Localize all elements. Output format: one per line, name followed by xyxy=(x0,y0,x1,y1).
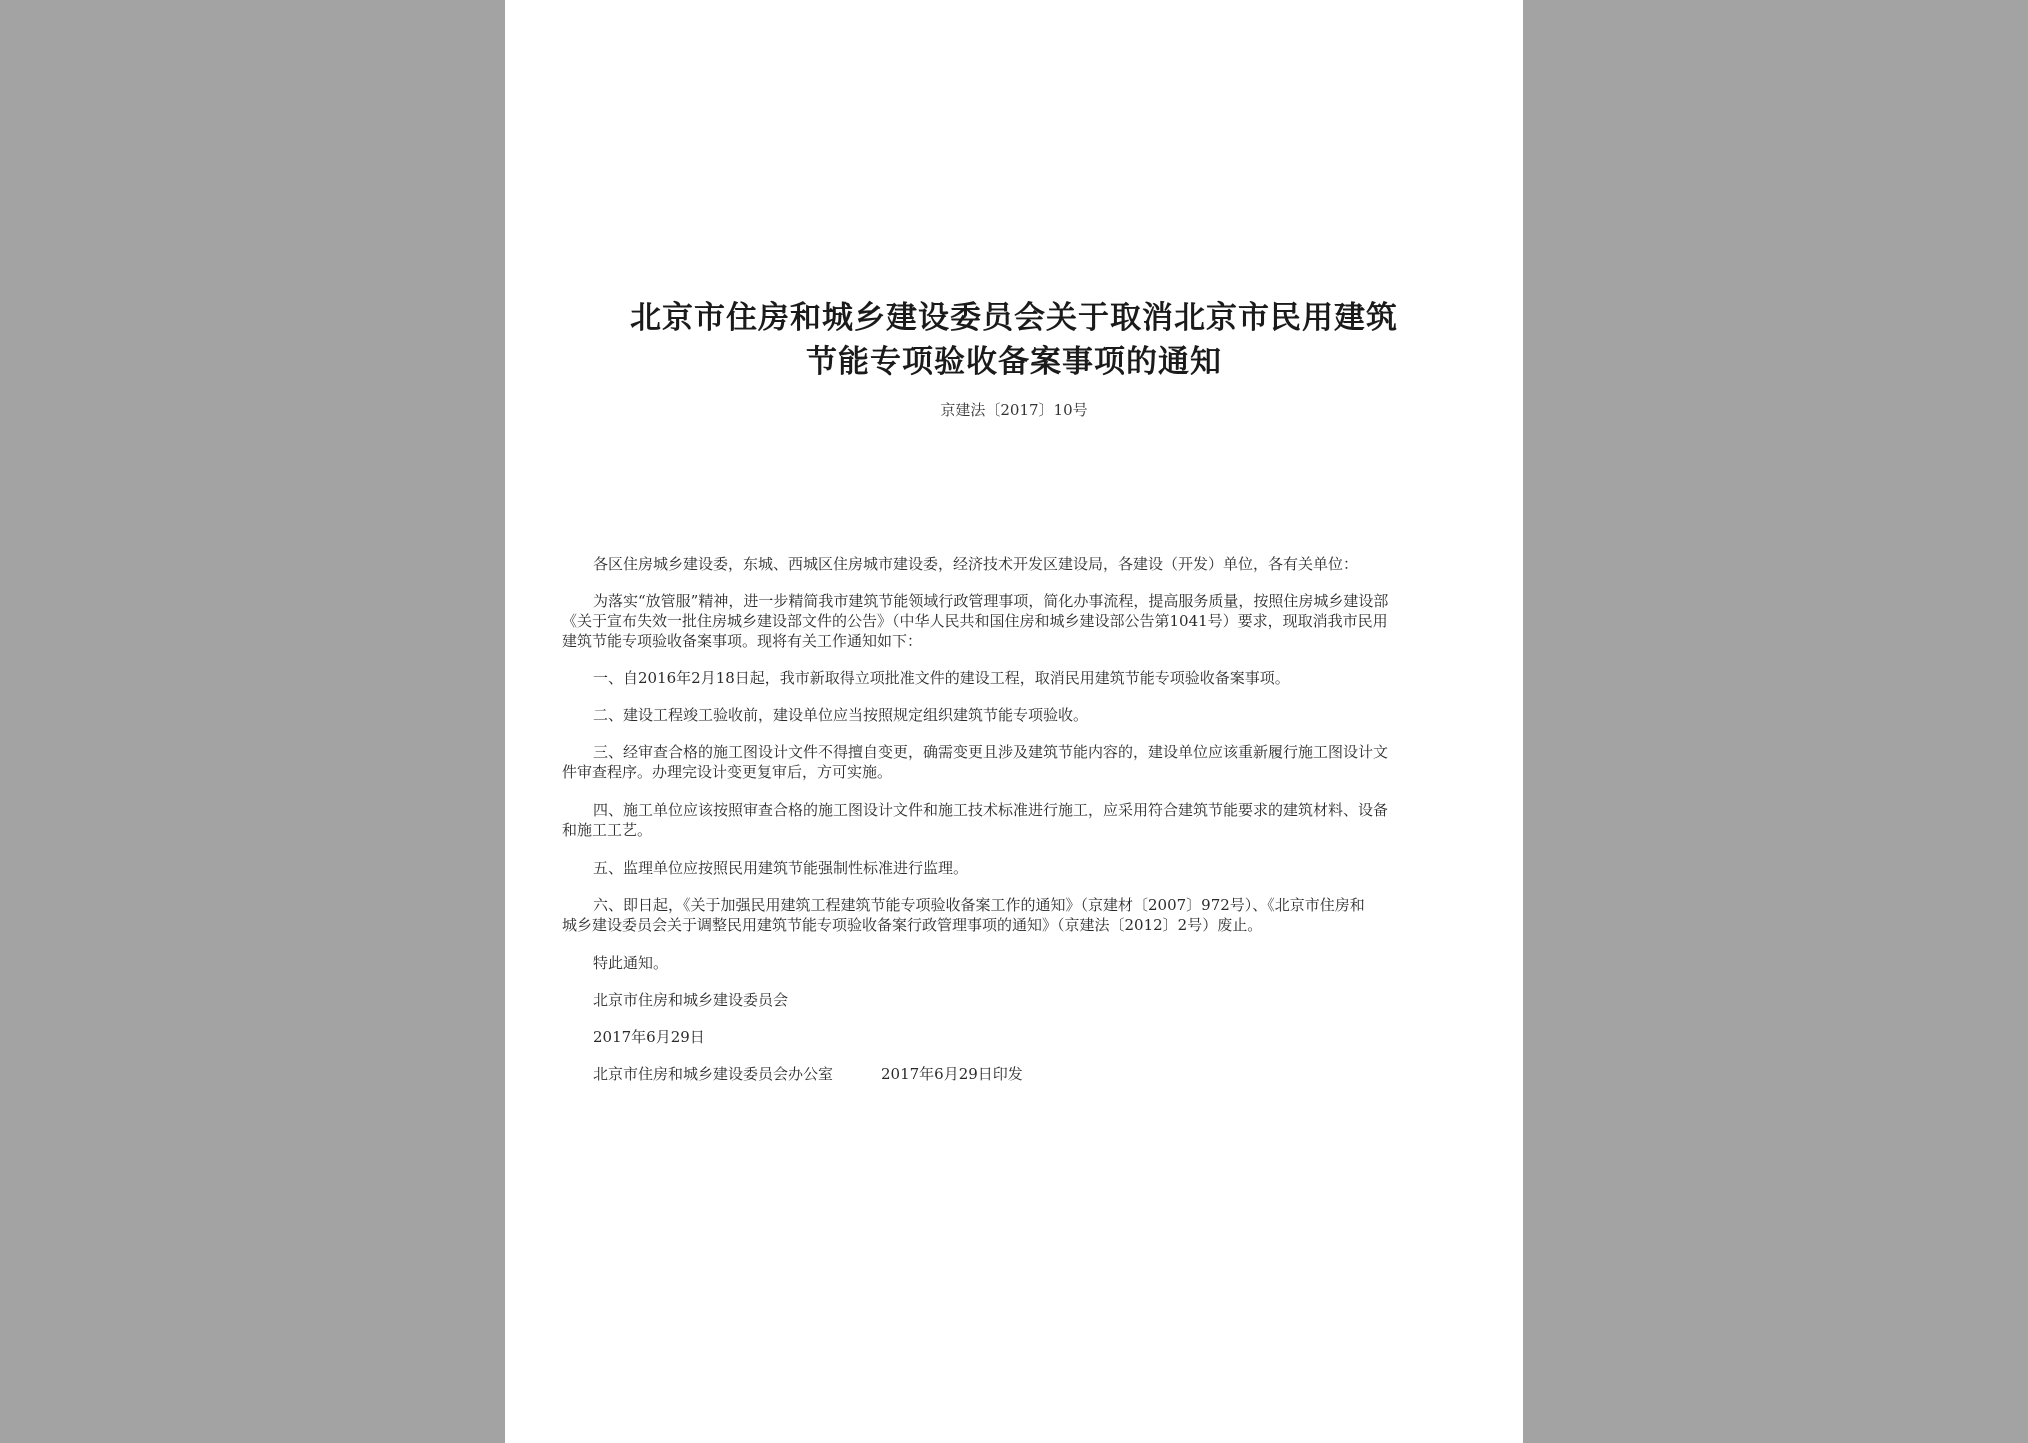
issue-date: 2017年6月29日 xyxy=(593,1028,705,1046)
intro-line-2: 《关于宣布失效一批住房城乡建设部文件的公告》（中华人民共和国住房和城乡建设部公告第1041号）要求，现取消我市民用 xyxy=(562,612,1388,630)
item-6-line-1: 六、即日起，《关于加强民用建筑工程建筑节能专项验收备案工作的通知》（京建材〔2007〕972号）、《北京市住房和 xyxy=(593,896,1365,914)
closing: 特此通知。 xyxy=(593,954,669,972)
salutation: 各区住房城乡建设委，东城、西城区住房城市建设委，经济技术开发区建设局，各建设（开发）单位，各有关单位： xyxy=(593,555,1359,573)
item-1: 一、自2016年2月18日起，我市新取得立项批准文件的建设工程，取消民用建筑节能专项验收备案事项。 xyxy=(593,669,1290,687)
item-3-line-2: 件审查程序。办理完设计变更复审后，方可实施。 xyxy=(562,763,893,781)
document-title-line-2: 节能专项验收备案事项的通知 xyxy=(806,344,1222,380)
item-3-line-1: 三、经审查合格的施工图设计文件不得擅自变更，确需变更且涉及建筑节能内容的，建设单位应该重新履行施工图设计文 xyxy=(593,743,1389,761)
document-title-line-1: 北京市住房和城乡建设委员会关于取消北京市民用建筑 xyxy=(630,300,1398,336)
footer-print-date: 2017年6月29日印发 xyxy=(881,1065,1023,1083)
document-number: 京建法〔2017〕10号 xyxy=(940,401,1088,419)
item-5: 五、监理单位应按照民用建筑节能强制性标准进行监理。 xyxy=(593,859,969,877)
document-page xyxy=(505,0,1523,1443)
item-6-line-2: 城乡建设委员会关于调整民用建筑节能专项验收备案行政管理事项的通知》（京建法〔2012〕2号）废止。 xyxy=(562,916,1263,934)
intro-line-1: 为落实“放管服”精神，进一步精简我市建筑节能领域行政管理事项，简化办事流程，提高服务质量，按照住房城乡建设部 xyxy=(593,592,1389,610)
item-4-line-2: 和施工工艺。 xyxy=(562,821,653,839)
footer-office: 北京市住房和城乡建设委员会办公室 xyxy=(593,1065,834,1083)
item-2: 二、建设工程竣工验收前，建设单位应当按照规定组织建筑节能专项验收。 xyxy=(593,706,1089,724)
intro-line-3: 建筑节能专项验收备案事项。现将有关工作通知如下： xyxy=(562,632,923,650)
item-4-line-1: 四、施工单位应该按照审查合格的施工图设计文件和施工技术标准进行施工，应采用符合建筑节能要求的建筑材料、设备 xyxy=(593,801,1389,819)
signature: 北京市住房和城乡建设委员会 xyxy=(593,991,789,1009)
